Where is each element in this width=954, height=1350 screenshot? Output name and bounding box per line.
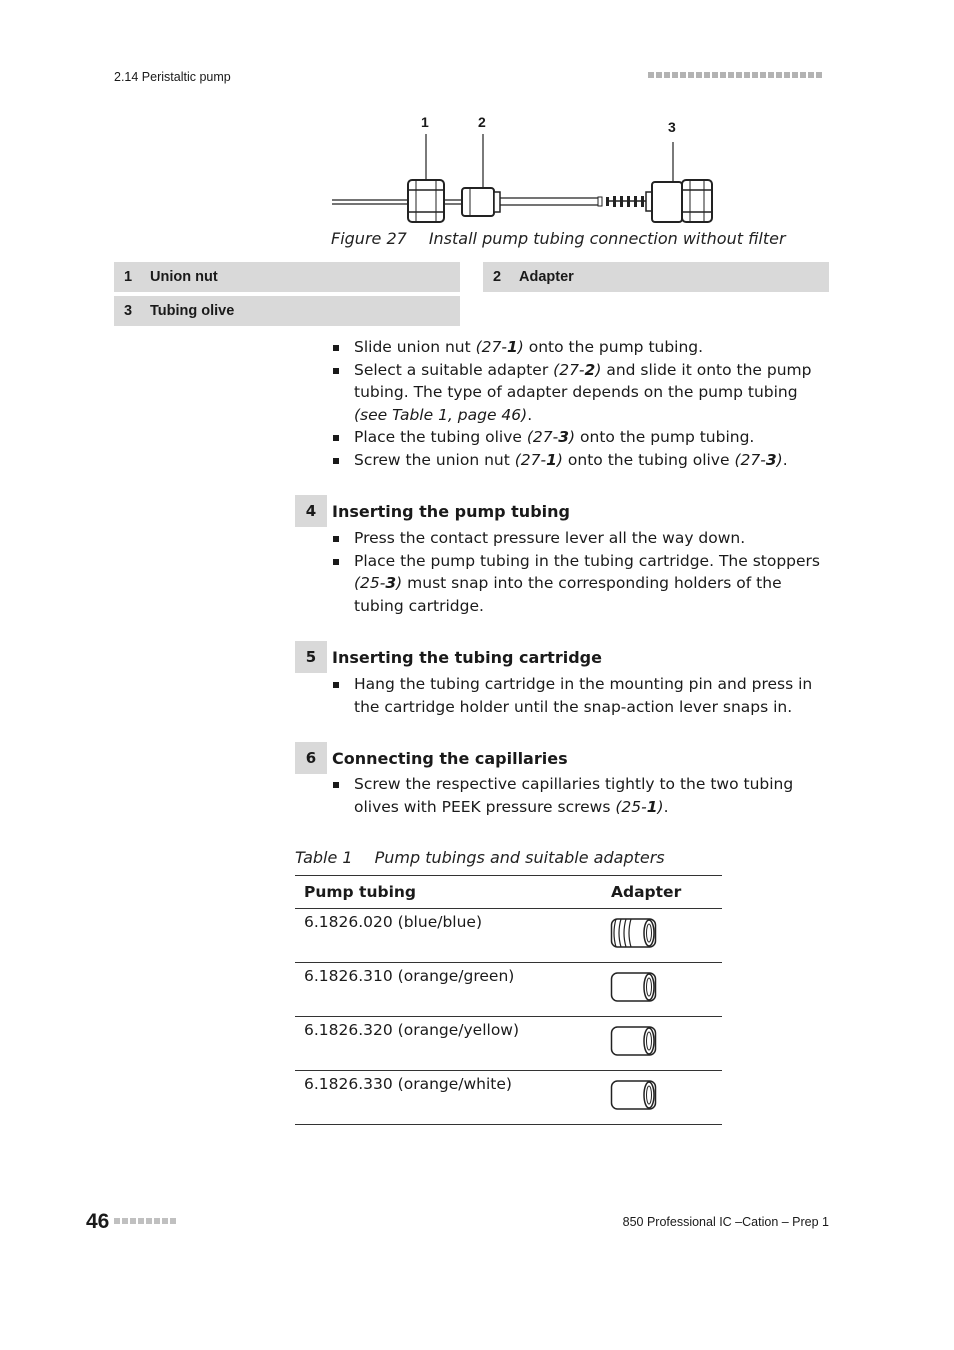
callout-3: 3 [668,119,676,135]
list-item: Place the pump tubing in the tubing cartridge. The stoppers (25-3) must snap into the corresponding holders of the tubing cartridge. [331,550,831,618]
table-header-adapter: Adapter [602,876,722,909]
page-number: 46 [86,1210,110,1233]
running-header-section: 2.14 Peristaltic pump [114,70,231,84]
adapter-plain-icon [610,1023,658,1059]
list-item: Select a suitable adapter (27-2) and slide it onto the pump tubing. The type of adapter depends on the pump tubing (see Table 1, page 46). [331,359,831,427]
figure-caption-text: Install pump tubing connection without filter [428,229,786,248]
table-cell-tubing: 6.1826.020 (blue/blue) [295,909,602,963]
adapter-icon [462,188,500,216]
list-item: Slide union nut (27-1) onto the pump tubing. [331,336,831,359]
table-reference-link[interactable]: (see Table 1, page 46) [354,405,528,424]
table-row [295,909,722,963]
step-6-heading [295,742,568,774]
step-5-bullet-list [331,673,831,718]
legend-item-adapter: 2 Adapter [483,262,829,292]
footer-dots-decoration [114,1218,176,1224]
step-5-heading [295,641,602,673]
adapter-plain-icon [610,1077,658,1113]
adapter-ribbed-icon [610,915,658,951]
step-number-badge: 4 [295,495,327,527]
header-dots-decoration [648,72,822,78]
step-4-bullet-list [331,527,831,617]
figure-caption-number: Figure 27 [331,229,407,248]
table-caption [295,848,665,867]
list-item: Press the contact pressure lever all the way down. [331,527,831,550]
intro-bullet-list [331,336,831,471]
tubing-olive-icon [606,192,652,211]
legend-item-tubing-olive: 3 Tubing olive [114,296,460,326]
step-6-bullet-list [331,773,831,818]
table-row [295,1071,722,1125]
step-title: Inserting the pump tubing [332,501,570,521]
table-caption-text: Pump tubings and suitable adapters [374,848,665,867]
list-item: Screw the respective capillaries tightly to the two tubing olives with PEEK pressure screws (25-1). [331,773,831,818]
adapter-plain-icon [610,969,658,1005]
pump-tubings-table [295,875,722,1125]
step-title: Connecting the capillaries [332,748,568,768]
table-header-pump-tubing: Pump tubing [295,876,602,909]
callout-1: 1 [421,114,429,130]
pump-tubing-connection-illustration [330,110,720,228]
step-number-badge: 5 [295,641,327,673]
legend-item-union-nut: 1 Union nut [114,262,460,292]
table-row [295,963,722,1017]
step-title: Inserting the tubing cartridge [332,647,602,667]
union-nut-right-icon [652,180,712,222]
list-item: Hang the tubing cartridge in the mounting pin and press in the cartridge holder until the snap-action lever snaps in. [331,673,831,718]
callout-2: 2 [478,114,486,130]
list-item: Place the tubing olive (27-3) onto the pump tubing. [331,426,831,449]
step-4-heading [295,495,570,527]
table-cell-tubing: 6.1826.320 (orange/yellow) [295,1017,602,1071]
step-number-badge: 6 [295,742,327,774]
figure-caption [331,229,786,248]
list-item: Screw the union nut (27-1) onto the tubing olive (27-3). [331,449,831,472]
table-caption-number: Table 1 [295,848,353,867]
table-cell-tubing: 6.1826.330 (orange/white) [295,1071,602,1125]
table-cell-tubing: 6.1826.310 (orange/green) [295,963,602,1017]
table-row [295,1017,722,1071]
footer-product-name: 850 Professional IC –Cation – Prep 1 [622,1215,829,1229]
union-nut-icon [408,180,444,222]
